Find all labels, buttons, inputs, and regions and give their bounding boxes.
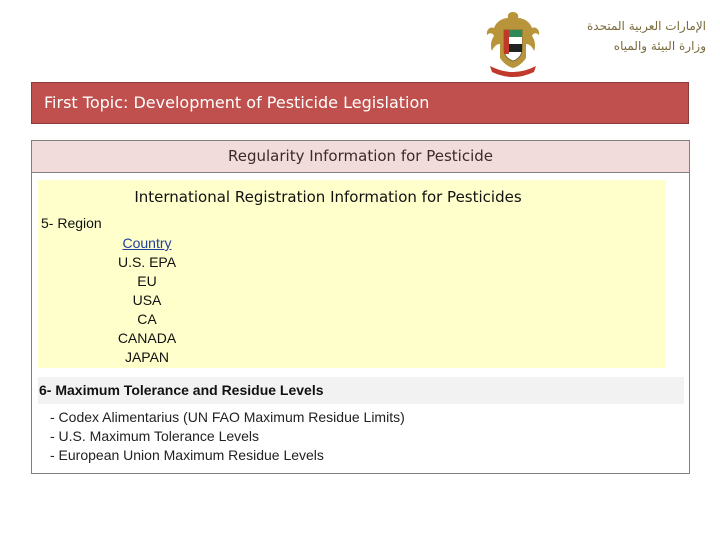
region-value-ca: CA bbox=[137, 311, 157, 327]
ministry-line-2: وزارة البيئة والمياه bbox=[613, 39, 706, 53]
region-value-us-epa: U.S. EPA bbox=[117, 254, 177, 270]
list-item: - U.S. Maximum Tolerance Levels bbox=[50, 428, 260, 444]
region-value-japan: JAPAN bbox=[124, 349, 170, 365]
list-item: - Codex Alimentarius (UN FAO Maximum Residue Limits) bbox=[50, 409, 405, 425]
mrl-list bbox=[50, 408, 405, 465]
region-label: 5- Region bbox=[41, 215, 102, 231]
registration-panel bbox=[38, 180, 666, 368]
country-link[interactable]: Country bbox=[122, 235, 172, 251]
ministry-name bbox=[587, 16, 706, 56]
region-values-list bbox=[102, 234, 192, 367]
list-item: - European Union Maximum Residue Levels bbox=[50, 447, 324, 463]
main-content-box bbox=[31, 140, 690, 474]
topic-banner: First Topic: Development of Pesticide Legislation bbox=[31, 82, 689, 124]
ministry-line-1: الإمارات العربية المتحدة bbox=[587, 19, 706, 33]
section-title: Regularity Information for Pesticide bbox=[32, 141, 689, 173]
registration-title: International Registration Information for Pesticides bbox=[134, 188, 522, 206]
region-value-eu: EU bbox=[137, 273, 157, 289]
mrl-section-title: 6- Maximum Tolerance and Residue Levels bbox=[38, 377, 684, 404]
region-value-usa: USA bbox=[132, 292, 162, 308]
uae-falcon-emblem-icon bbox=[482, 6, 544, 80]
region-value-canada: CANADA bbox=[117, 330, 177, 346]
